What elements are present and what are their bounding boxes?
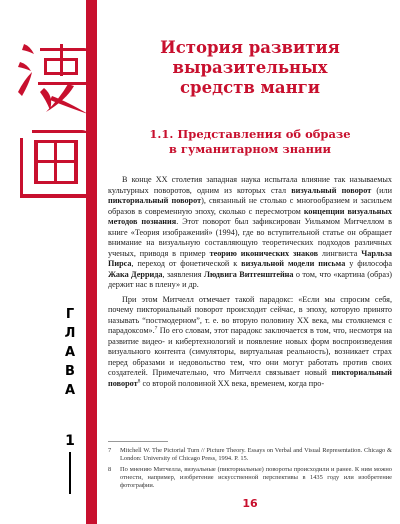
footnote-divider: [108, 441, 168, 442]
footnote-number: 8: [108, 466, 112, 473]
page-number: 16: [242, 497, 258, 510]
footnote: [108, 447, 392, 463]
chapter-number-rule: [69, 452, 71, 494]
footnotes: [108, 447, 392, 493]
title-line: выразительных: [172, 58, 328, 77]
paragraph: При этом Митчелл отмечает такой парадокс: «Если мы спросим себя, почему пикториальный поворот происходит сейчас, в эпоху, которую принято называть “постмодерном”, т. е. во вторую половину XX века, мы столкнемся с парадоксом».$^7$ По его словам, этот парадокс заключается в том, что, несмотря на развитие видео- и кибертехнологий и появление новых форм воспроизведения визуального контента (симуляторы, виртуальная реальность), возникает страх перед образами и недовольство тем, что они могут работать против своих создателей. Примечательно, что Митчелл связывает новый пикториальный поворот$^8$ со второй половиной XX века, временем, когда про-: [108, 294, 392, 388]
chapter-sidebar: [0, 0, 97, 524]
section-heading: [108, 127, 392, 157]
paragraph: В конце XX столетия западная наука испытала влияние так называемых культурных поворотов, одним из которых стал визуальный поворот (или пикториальный поворот), связанный не столько с многообразием и засильем образов в современную эпоху, сколько с пересмотром концепции визуальных методов познания. Этот поворот был зафиксирован Уильямом Митчеллом в книге «Теория изображений» (1994), где во вступительной статье он обращает внимание на визуальную составляющую теоретических подходов различных ученых, приводя в пример теорию иконических знаков лингвиста Чарльза Пирса, переход от фонетической к визуальной модели письма у философа Жака Деррида, заявления Людвига Витгенштейна о том, что «картина (образ) держит нас в плену» и др.: [108, 175, 393, 289]
footnote-text: По мнению Митчелла, визуальные (пикториальные) повороты происходили и ранее. К ним можно отнести, например, изобретение искусственной перспективы в 1435 году или изобретение фотографии.: [120, 466, 392, 489]
chapter-letter: Г: [65, 307, 75, 322]
chapter-letter: А: [64, 345, 76, 360]
body-text: [108, 175, 392, 389]
footnote-text: Mitchell W. The Pictorial Turn // Picture Theory. Essays on Verbal and Visual Representation. Chicago & London: University of Chicago Press, 1994. P. 15.: [120, 447, 392, 462]
chapter-letter: А: [64, 383, 76, 398]
footnote: [108, 466, 392, 490]
chapter-title: [108, 38, 392, 98]
title-line: История развития: [160, 38, 340, 57]
chapter-number: 1: [65, 433, 75, 449]
chapter-letter: В: [65, 364, 75, 379]
footnote-ref[interactable]: 8: [137, 377, 141, 384]
kanji-brush-art: [14, 34, 94, 204]
chapter-label: [60, 305, 80, 400]
footnote-ref[interactable]: 7: [154, 325, 158, 332]
section-line: 1.1. Представления об образе: [149, 127, 351, 141]
section-line: в гуманитарном знании: [168, 142, 332, 156]
footnote-number: 7: [108, 447, 112, 454]
red-accent-stripe: [86, 0, 97, 524]
page-content: [108, 0, 392, 524]
chapter-letter: Л: [64, 326, 76, 341]
title-line: средств манги: [179, 78, 320, 97]
